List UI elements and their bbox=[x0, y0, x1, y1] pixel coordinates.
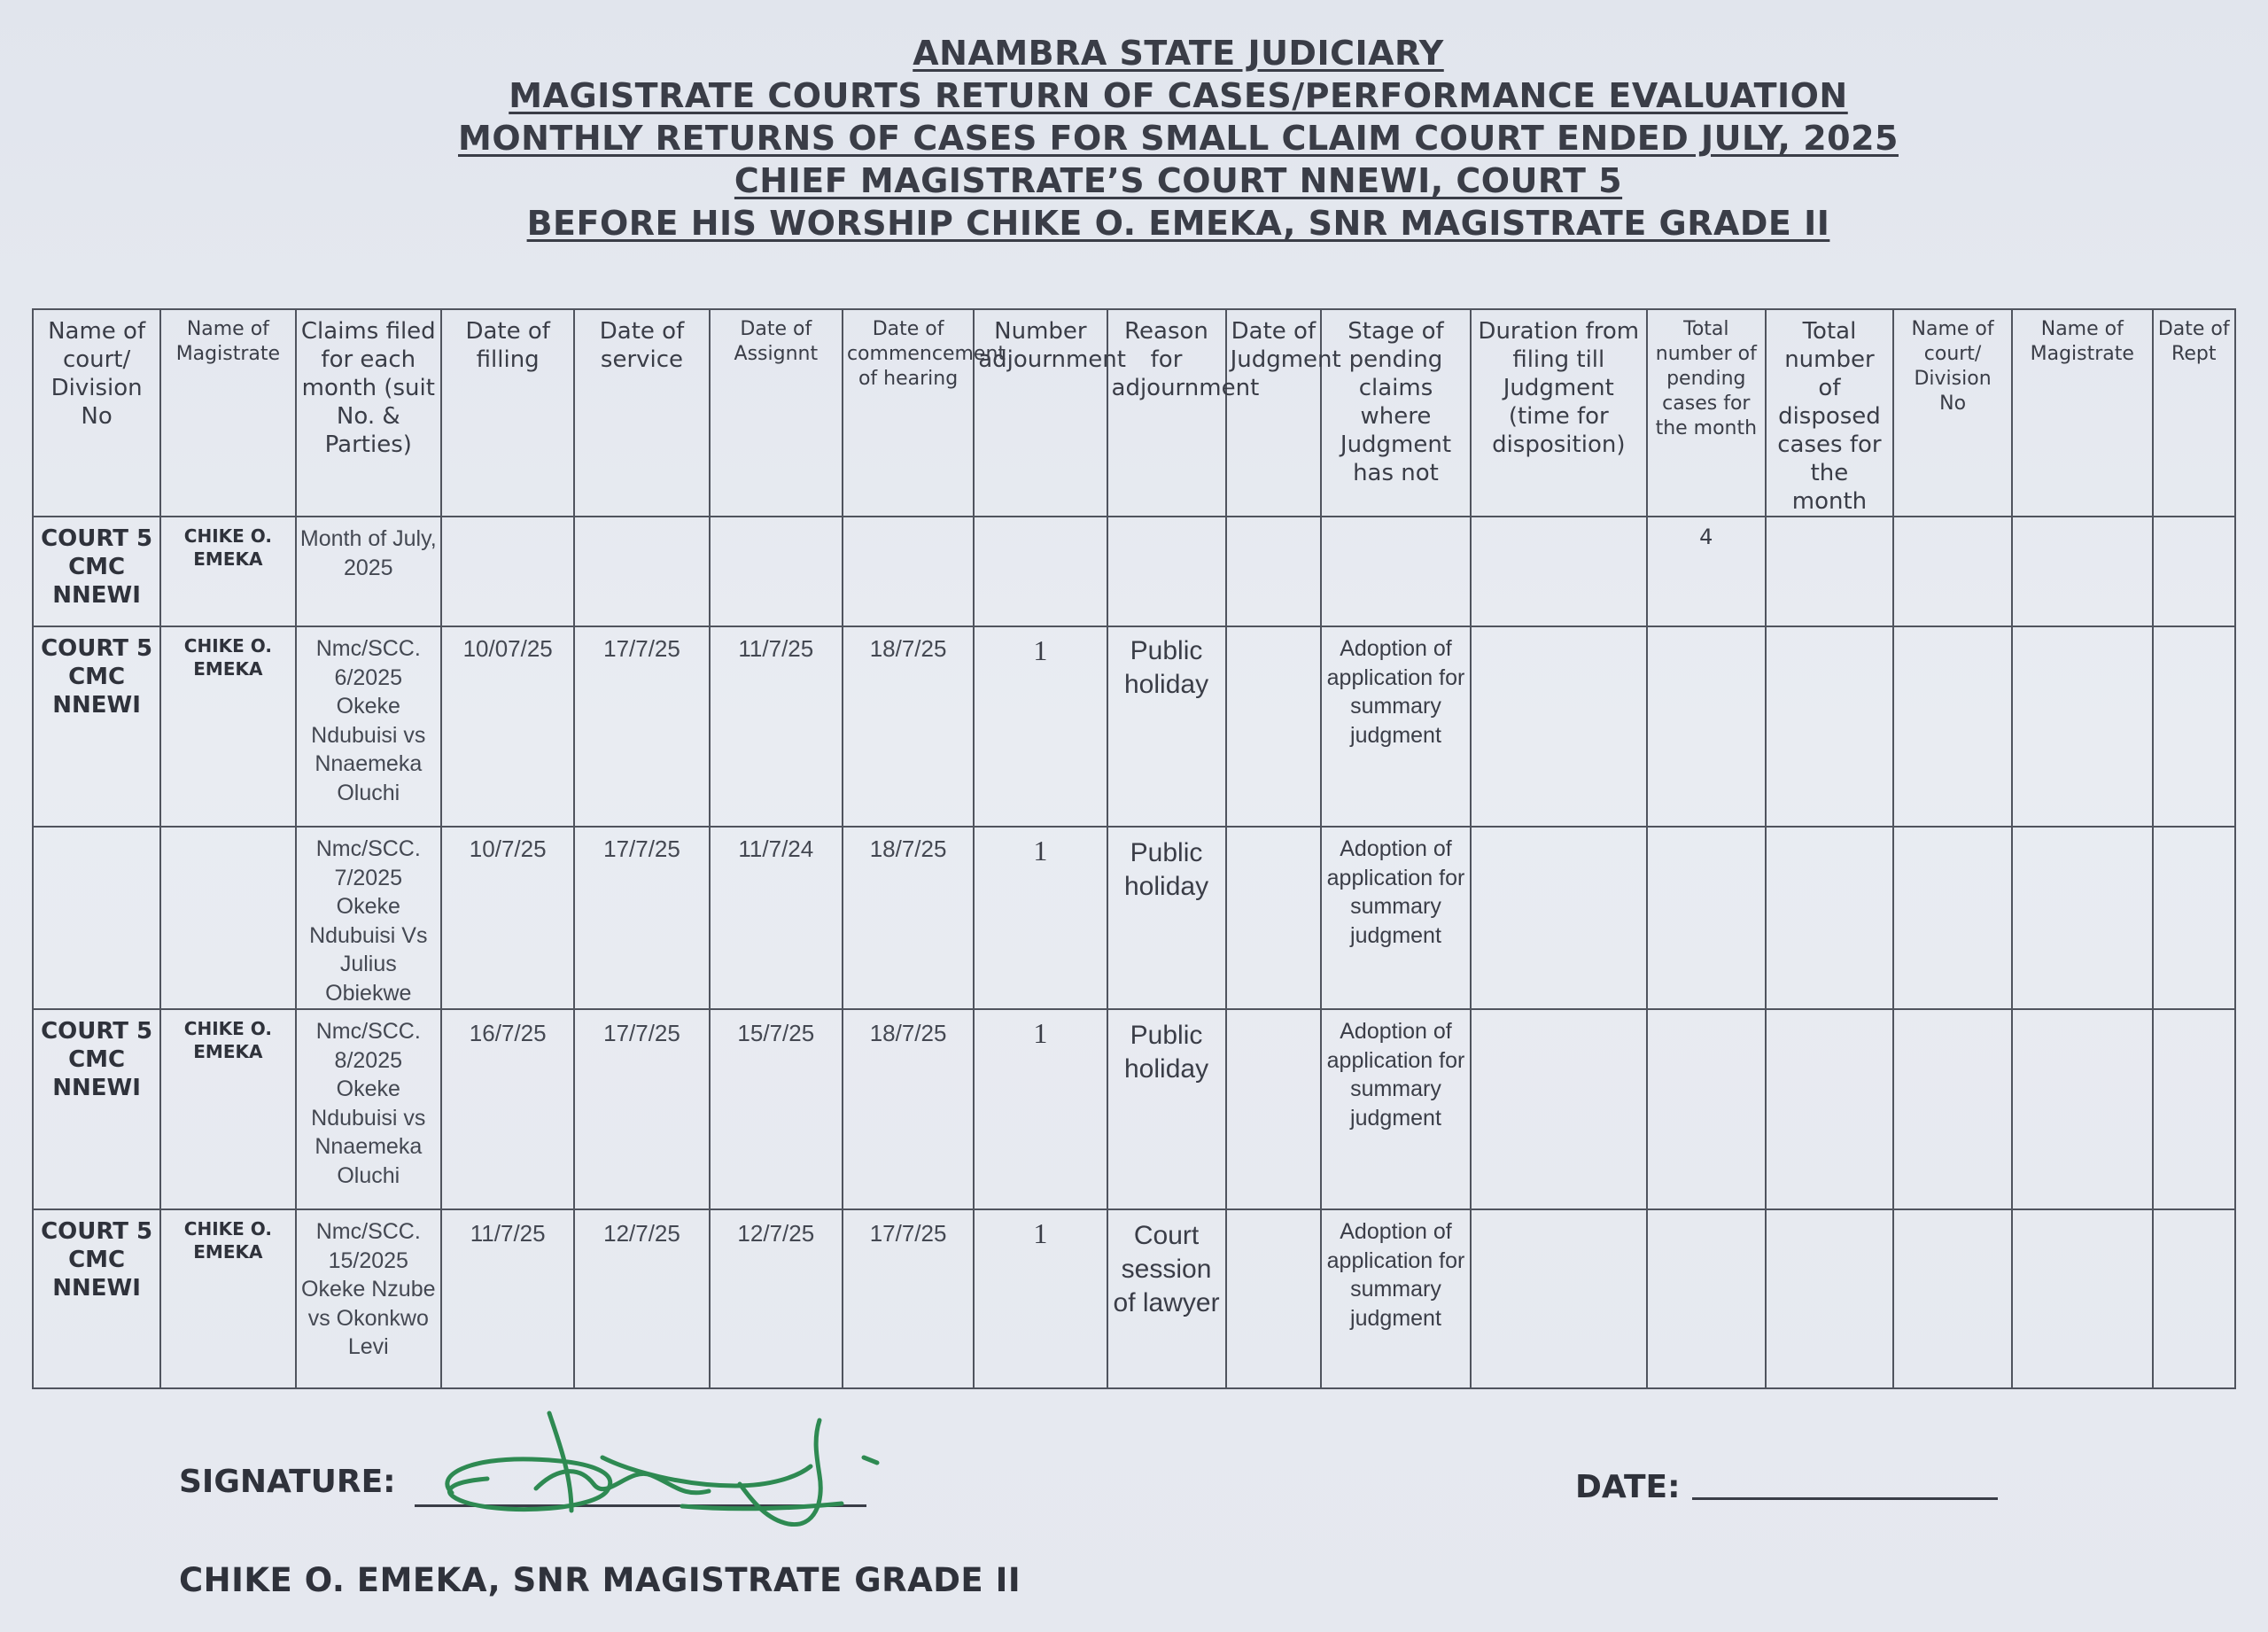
cell-date-assignment: 12/7/25 bbox=[710, 1209, 843, 1388]
cell-date-filling: 16/7/25 bbox=[441, 1009, 574, 1209]
cell-stage: Adoption of application for summary judgment bbox=[1321, 1209, 1471, 1388]
cell-total-disposed bbox=[1766, 1009, 1893, 1209]
cell-date-service: 12/7/25 bbox=[574, 1209, 709, 1388]
cell-duration bbox=[1471, 827, 1647, 1009]
cell-date-report bbox=[2153, 626, 2236, 827]
cell-date-judgment bbox=[1226, 626, 1322, 827]
cell-total-pending bbox=[1647, 1009, 1766, 1209]
cell-court-2 bbox=[1893, 1009, 2012, 1209]
cell-date-report bbox=[2153, 1209, 2236, 1388]
cell-date-filling: 10/07/25 bbox=[441, 626, 574, 827]
signature-label: SIGNATURE: bbox=[179, 1464, 396, 1500]
table-row bbox=[33, 1209, 2235, 1388]
cell-stage: Adoption of application for summary judgment bbox=[1321, 626, 1471, 827]
cell-date-hearing: 18/7/25 bbox=[843, 626, 974, 827]
header-monthly-returns: MONTHLY RETURNS OF CASES FOR SMALL CLAIM COURT ENDED JULY, 2025 bbox=[458, 119, 1899, 158]
cell-date-hearing: 18/7/25 bbox=[843, 1009, 974, 1209]
cell-total-disposed bbox=[1766, 517, 1893, 626]
col-stage-pending: Stage of pending claims where Judgment has not bbox=[1321, 309, 1471, 517]
cell-total-pending bbox=[1647, 827, 1766, 1009]
cell-date-assignment bbox=[710, 517, 843, 626]
cell-adjournment-reason: Public holiday bbox=[1107, 827, 1226, 1009]
col-magistrate-2: Name of Magistrate bbox=[2012, 309, 2152, 517]
cell-court: COURT 5 CMC NNEWI bbox=[33, 626, 160, 827]
col-total-pending: Total number of pending cases for the month bbox=[1647, 309, 1766, 517]
col-court-2: Name of court/ Division No bbox=[1893, 309, 2012, 517]
cell-date-judgment bbox=[1226, 1009, 1322, 1209]
cell-total-pending bbox=[1647, 626, 1766, 827]
col-date-report: Date of Rept bbox=[2153, 309, 2236, 517]
cell-adjournment-count bbox=[974, 517, 1107, 626]
cell-total-disposed bbox=[1766, 827, 1893, 1009]
cell-date-judgment bbox=[1226, 517, 1322, 626]
cell-date-assignment: 11/7/25 bbox=[710, 626, 843, 827]
col-adjournment-reason: Reason for adjournment bbox=[1107, 309, 1226, 517]
cell-date-hearing: 17/7/25 bbox=[843, 1209, 974, 1388]
cell-date-hearing bbox=[843, 517, 974, 626]
col-duration: Duration from filing till Judgment (time for disposition) bbox=[1471, 309, 1647, 517]
document-header bbox=[0, 32, 2268, 245]
cell-date-service bbox=[574, 517, 709, 626]
cell-duration bbox=[1471, 1209, 1647, 1388]
cell-stage bbox=[1321, 517, 1471, 626]
cell-adjournment-reason bbox=[1107, 517, 1226, 626]
cell-court-2 bbox=[1893, 1209, 2012, 1388]
date-label: DATE: bbox=[1575, 1469, 1681, 1505]
col-date-service: Date of service bbox=[574, 309, 709, 517]
header-judiciary: ANAMBRA STATE JUDICIARY bbox=[913, 34, 1444, 73]
cell-total-pending bbox=[1647, 1209, 1766, 1388]
header-returns-title: MAGISTRATE COURTS RETURN OF CASES/PERFORMANCE EVALUATION bbox=[509, 76, 1848, 115]
cell-adjournment-count: 1 bbox=[974, 626, 1107, 827]
cell-date-filling bbox=[441, 517, 574, 626]
cell-magistrate: CHIKE O. EMEKA bbox=[160, 1209, 295, 1388]
cell-adjournment-count: 1 bbox=[974, 1209, 1107, 1388]
cell-magistrate-2 bbox=[2012, 517, 2152, 626]
header-court-name: CHIEF MAGISTRATE’S COURT NNEWI, COURT 5 bbox=[734, 161, 1623, 200]
cell-adjournment-reason: Public holiday bbox=[1107, 626, 1226, 827]
col-claims: Claims filed for each month (suit No. & Parties) bbox=[296, 309, 442, 517]
cell-magistrate-2 bbox=[2012, 827, 2152, 1009]
cell-adjournment-reason: Public holiday bbox=[1107, 1009, 1226, 1209]
col-total-disposed: Total number of disposed cases for the month bbox=[1766, 309, 1893, 517]
cell-claim: Nmc/SCC. 15/2025 Okeke Nzube vs Okonkwo Levi bbox=[296, 1209, 442, 1388]
cell-adjournment-count: 1 bbox=[974, 1009, 1107, 1209]
cell-date-filling: 10/7/25 bbox=[441, 827, 574, 1009]
cell-total-disposed bbox=[1766, 626, 1893, 827]
cell-date-judgment bbox=[1226, 827, 1322, 1009]
cell-court: COURT 5 CMC NNEWI bbox=[33, 517, 160, 626]
cell-adjournment-reason: Court session of lawyer bbox=[1107, 1209, 1226, 1388]
cell-magistrate-2 bbox=[2012, 626, 2152, 827]
cell-date-hearing: 18/7/25 bbox=[843, 827, 974, 1009]
table-row bbox=[33, 626, 2235, 827]
col-date-filling: Date of filling bbox=[441, 309, 574, 517]
cell-magistrate bbox=[160, 827, 295, 1009]
signatory-name: CHIKE O. EMEKA, SNR MAGISTRATE GRADE II bbox=[179, 1561, 1021, 1599]
cell-duration bbox=[1471, 626, 1647, 827]
cell-court-2 bbox=[1893, 626, 2012, 827]
cell-date-report bbox=[2153, 1009, 2236, 1209]
cell-magistrate: CHIKE O. EMEKA bbox=[160, 626, 295, 827]
col-magistrate: Name of Magistrate bbox=[160, 309, 295, 517]
returns-table bbox=[32, 308, 2236, 1389]
cell-date-report bbox=[2153, 827, 2236, 1009]
cell-date-filling: 11/7/25 bbox=[441, 1209, 574, 1388]
cell-duration bbox=[1471, 1009, 1647, 1209]
cell-total-disposed bbox=[1766, 1209, 1893, 1388]
table-row bbox=[33, 517, 2235, 626]
table-row bbox=[33, 827, 2235, 1009]
cell-claim: Nmc/SCC. 7/2025 Okeke Ndubuisi Vs Julius Obiekwe bbox=[296, 827, 442, 1009]
cell-total-pending: 4 bbox=[1647, 517, 1766, 626]
handwritten-signature bbox=[416, 1404, 895, 1546]
header-magistrate: BEFORE HIS WORSHIP CHIKE O. EMEKA, SNR MAGISTRATE GRADE II bbox=[526, 204, 1830, 243]
table-row bbox=[33, 1009, 2235, 1209]
col-date-judgment: Date of Judgment bbox=[1226, 309, 1322, 517]
cell-date-service: 17/7/25 bbox=[574, 1009, 709, 1209]
date-line bbox=[1692, 1497, 1998, 1500]
cell-date-assignment: 11/7/24 bbox=[710, 827, 843, 1009]
cell-date-report bbox=[2153, 517, 2236, 626]
cell-adjournment-count: 1 bbox=[974, 827, 1107, 1009]
cell-court: COURT 5 CMC NNEWI bbox=[33, 1209, 160, 1388]
col-court: Name of court/ Division No bbox=[33, 309, 160, 517]
col-date-hearing: Date of commencement of hearing bbox=[843, 309, 974, 517]
cell-magistrate-2 bbox=[2012, 1009, 2152, 1209]
cell-court-2 bbox=[1893, 517, 2012, 626]
cell-claim: Month of July, 2025 bbox=[296, 517, 442, 626]
col-adjournment-count: Number adjournment bbox=[974, 309, 1107, 517]
cell-court-2 bbox=[1893, 827, 2012, 1009]
cell-date-service: 17/7/25 bbox=[574, 827, 709, 1009]
cell-court bbox=[33, 827, 160, 1009]
cell-magistrate: CHIKE O. EMEKA bbox=[160, 517, 295, 626]
cell-stage: Adoption of application for summary judgment bbox=[1321, 1009, 1471, 1209]
cell-claim: Nmc/SCC. 6/2025 Okeke Ndubuisi vs Nnaemeka Oluchi bbox=[296, 626, 442, 827]
cell-court: COURT 5 CMC NNEWI bbox=[33, 1009, 160, 1209]
cell-date-assignment: 15/7/25 bbox=[710, 1009, 843, 1209]
cell-duration bbox=[1471, 517, 1647, 626]
cell-date-service: 17/7/25 bbox=[574, 626, 709, 827]
header-row bbox=[33, 309, 2235, 517]
col-date-assignment: Date of Assignnt bbox=[710, 309, 843, 517]
cell-date-judgment bbox=[1226, 1209, 1322, 1388]
cell-magistrate-2 bbox=[2012, 1209, 2152, 1388]
cell-magistrate: CHIKE O. EMEKA bbox=[160, 1009, 295, 1209]
cell-claim: Nmc/SCC. 8/2025 Okeke Ndubuisi vs Nnaemeka Oluchi bbox=[296, 1009, 442, 1209]
cell-stage: Adoption of application for summary judgment bbox=[1321, 827, 1471, 1009]
